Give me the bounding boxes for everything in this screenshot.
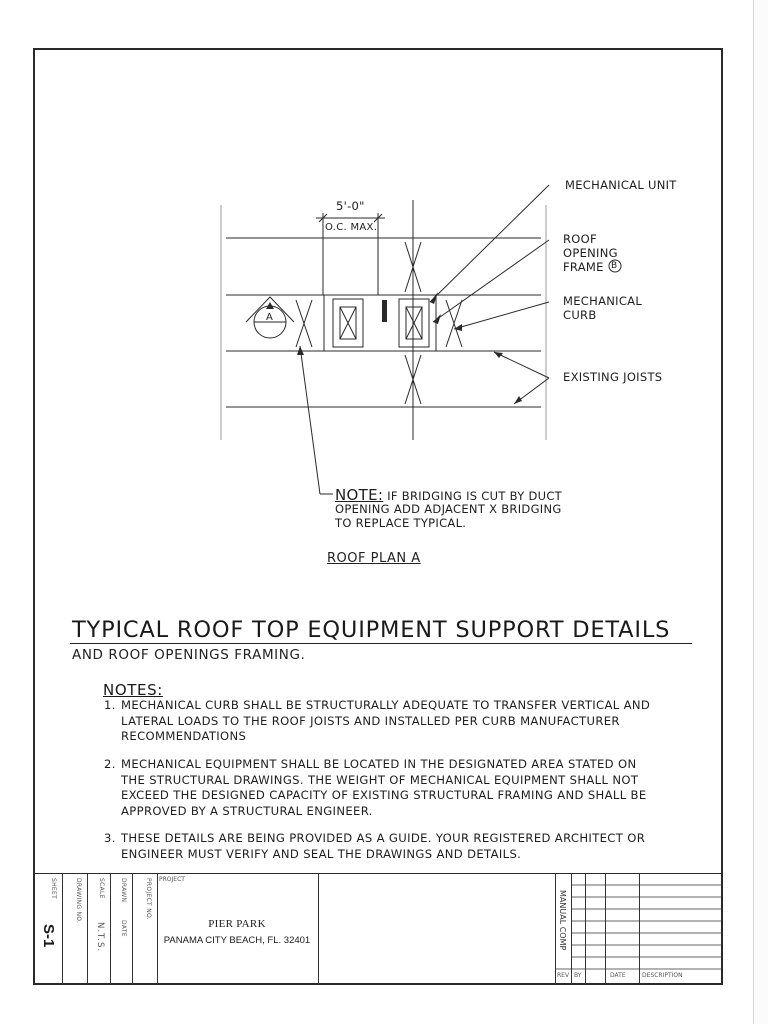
sheet-label: SHEET (50, 878, 57, 900)
project-address: PANAMA CITY BEACH, FL. 32401 (163, 935, 311, 946)
frame-mark-letter: B (611, 261, 618, 271)
plan-title: ROOF PLAN A (327, 551, 421, 566)
project-name: PIER PARK (208, 918, 266, 930)
by-label: BY (574, 972, 582, 979)
leader-mechanical-unit (430, 185, 549, 302)
equipment-block (382, 300, 387, 322)
roof-opening-label-1: ROOF (563, 232, 597, 246)
revision-grid (35, 874, 723, 984)
page-subtitle: AND ROOF OPENINGS FRAMING. (72, 647, 306, 663)
dimension-value: 5'-0" (336, 199, 365, 213)
existing-joists-label: EXISTING JOISTS (563, 370, 663, 384)
note-item (104, 698, 650, 745)
roof-opening-label-3: FRAME (563, 260, 604, 274)
leader-mechanical-curb (454, 302, 549, 329)
section-mark-letter: A (266, 312, 274, 323)
title-block (35, 873, 723, 984)
drawing-no-label: DRAWING NO. (75, 878, 82, 924)
note-number: 3. (104, 831, 116, 845)
note-number: 2. (104, 757, 116, 771)
leader-roof-opening (433, 240, 549, 322)
roof-opening-label-2: OPENING (563, 246, 618, 260)
title-underline (70, 643, 692, 644)
project-no-label: PROJECT NO. (145, 878, 152, 921)
rev-label: REV (557, 972, 570, 979)
note-item (104, 757, 647, 819)
leader-joist-1 (494, 352, 549, 378)
page-title: TYPICAL ROOF TOP EQUIPMENT SUPPORT DETAILS (72, 617, 671, 643)
note-text: MECHANICAL CURB SHALL BE STRUCTURALLY ADEQUATE TO TRANSFER VERTICAL AND LATERAL LOADS TO THE ROOF JOISTS AND INSTALLED PER CURB MANUFACTURER RECOMMENDATIONS (121, 698, 651, 743)
dimension-note: O.C. MAX. (325, 222, 378, 233)
notes-heading: NOTES: (103, 681, 163, 699)
roof-opening-frame (324, 295, 436, 351)
leader-note (300, 346, 320, 494)
note-number: 1. (104, 698, 116, 712)
note-item (104, 831, 645, 862)
drawn-label: DRAWN (120, 878, 127, 903)
mechanical-curb-label-1: MECHANICAL (563, 294, 643, 308)
mechanical-curb-label-2: CURB (563, 308, 597, 322)
manual-comp-label: MANUAL COMP (558, 890, 567, 951)
plan-note-line-2: OPENING ADD ADJACENT X BRIDGING (335, 502, 562, 516)
project-label: PROJECT (159, 876, 185, 883)
plan-note-line-3: TO REPLACE TYPICAL. (335, 516, 467, 530)
plan-note-text-1: IF BRIDGING IS CUT BY DUCT (387, 489, 563, 503)
scale-value: N.T.S. (95, 922, 105, 953)
plan-note-label: NOTE: (335, 486, 384, 504)
description-label: DESCRIPTION (642, 972, 683, 979)
sheet-number: S-1 (40, 924, 57, 948)
date-label: DATE (120, 920, 127, 937)
note-text: THESE DETAILS ARE BEING PROVIDED AS A GUIDE. YOUR REGISTERED ARCHITECT OR ENGINEER MUST VERIFY AND SEAL THE DRAWINGS AND DETAILS. (121, 831, 646, 861)
date-column-label: DATE (610, 972, 626, 979)
note-text: MECHANICAL EQUIPMENT SHALL BE LOCATED IN THE DESIGNATED AREA STATED ON THE STRUCTURAL DRAWINGS. THE WEIGHT OF MECHANICAL EQUIPMENT SHALL NOT EXCEED THE DESIGNED CAPACITY OF EXISTING STRUCTURAL FRAMING AND SHALL BE APPROVED BY A STRUCTURAL ENGINEER. (121, 757, 647, 818)
mechanical-unit-label: MECHANICAL UNIT (565, 178, 677, 192)
scale-label: SCALE (98, 878, 105, 899)
